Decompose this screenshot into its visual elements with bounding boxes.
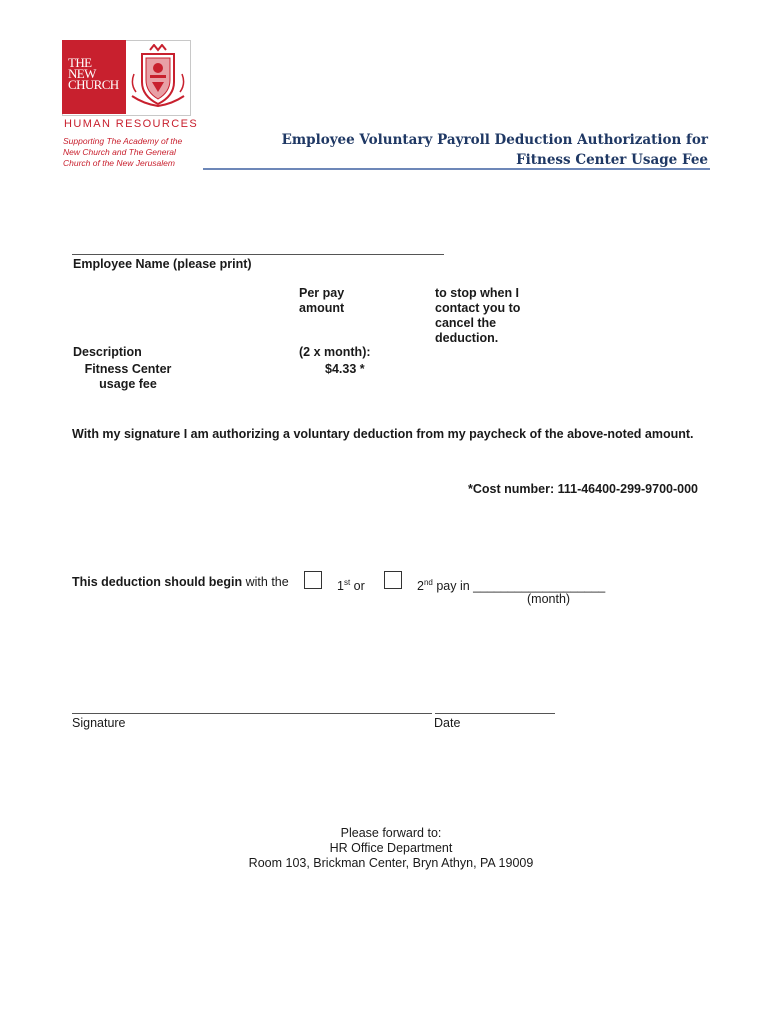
form-title-line-2: Fitness Center Usage Fee	[516, 152, 708, 168]
frequency-label: (2 x month):	[299, 345, 371, 359]
logo-wordmark-2: NEW	[68, 66, 96, 81]
cost-number: *Cost number: 111-46400-299-9700-000	[468, 482, 698, 496]
logo-tagline: Supporting The Academy of the New Church and The General Church of the New Jerusalem	[63, 136, 183, 168]
month-label: (month)	[527, 592, 571, 606]
per-pay-header: Per pay amount	[299, 286, 345, 315]
title-rule	[203, 168, 710, 170]
date-field[interactable]	[435, 713, 555, 714]
hr-department: HUMAN RESOURCES	[64, 118, 199, 130]
item-description: Fitness Center usage fee	[84, 362, 172, 391]
begin-statement: This deduction should begin with the	[72, 575, 289, 589]
forward-address: Please forward to: HR Office Department Room 103, Brickman Center, Bryn Athyn, PA 19009	[248, 826, 534, 870]
authorization-statement: With my signature I am authorizing a voluntary deduction from my paycheck of the above-noted amount.	[72, 427, 694, 441]
logo-wordmark-1: THE	[68, 55, 92, 70]
logo-wordmark-3: CHURCH	[68, 77, 119, 92]
employee-name-field[interactable]	[72, 254, 444, 255]
second-pay-checkbox[interactable]	[384, 571, 402, 589]
signature-field[interactable]	[72, 713, 432, 714]
crest-icon	[130, 44, 186, 110]
description-label: Description	[73, 345, 142, 359]
first-pay-label: 1st or	[337, 578, 365, 594]
first-pay-checkbox[interactable]	[304, 571, 322, 589]
stop-note: to stop when I contact you to cancel the deduction.	[435, 286, 521, 345]
signature-label: Signature	[72, 716, 126, 730]
logo-red-panel	[62, 40, 126, 114]
date-label: Date	[434, 716, 461, 730]
amount-value: $4.33 *	[325, 362, 365, 376]
employee-name-label: Employee Name (please print)	[73, 257, 252, 271]
form-title	[282, 130, 708, 170]
form-title-line-1: Employee Voluntary Payroll Deduction Authorization for	[281, 132, 708, 148]
second-pay-label: 2nd pay in ___________________	[417, 578, 606, 594]
